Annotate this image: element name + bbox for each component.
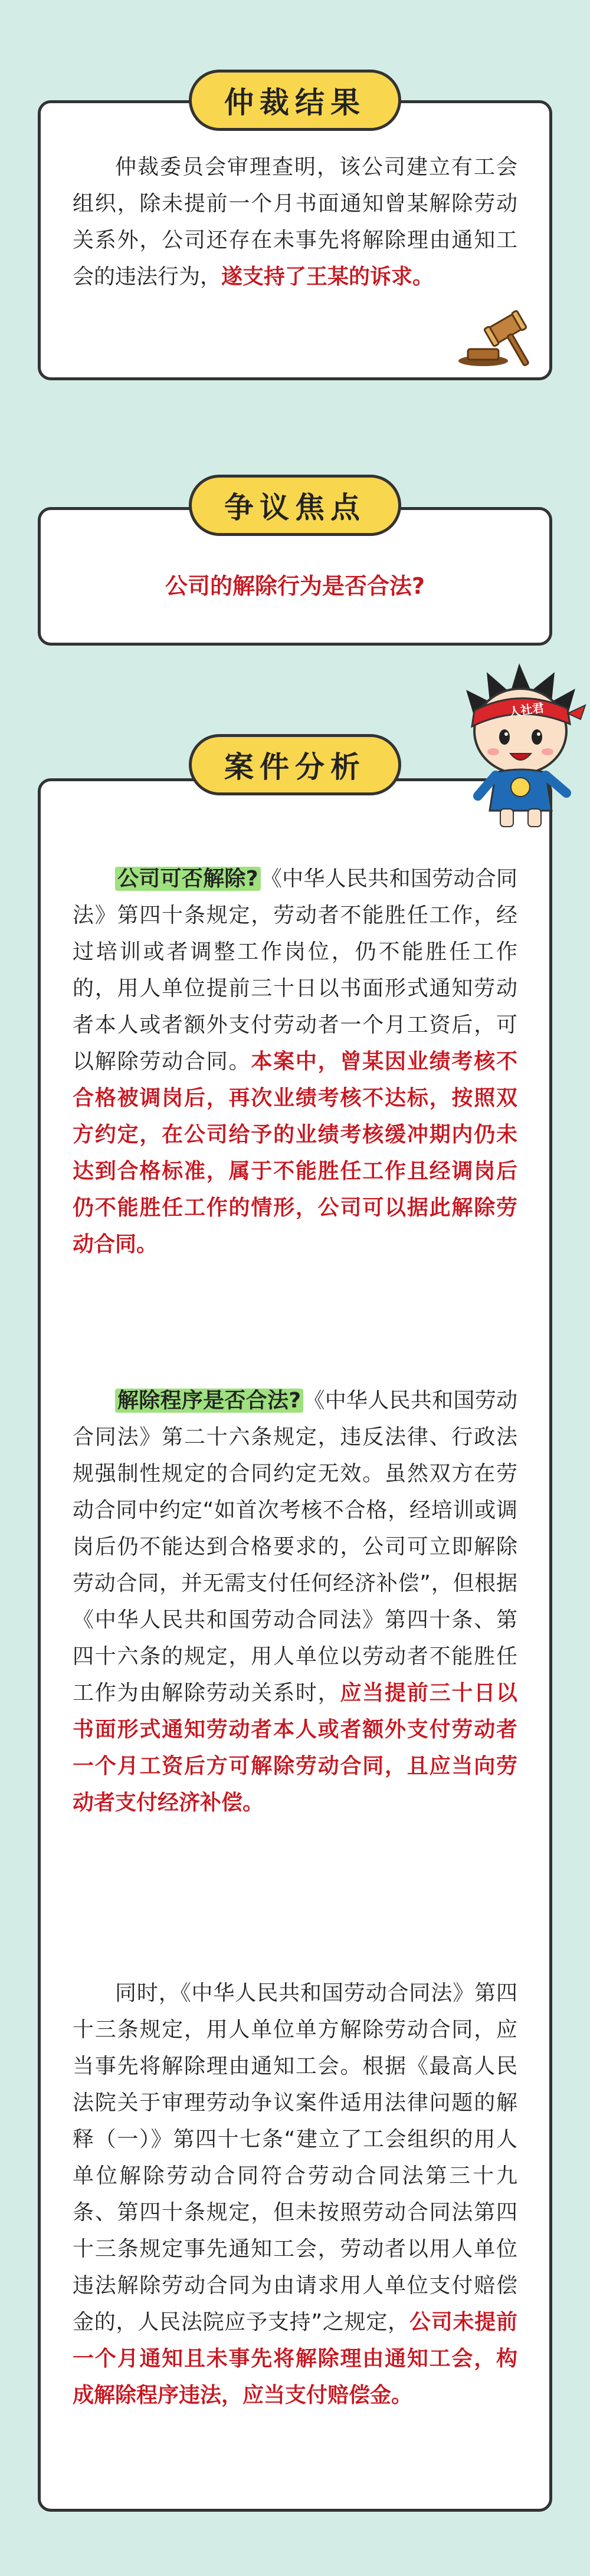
p1-highlight: 公司可否解除? xyxy=(115,867,261,891)
analysis-paragraph-2 xyxy=(73,1383,517,1821)
result-card xyxy=(38,100,552,380)
focus-title-tag xyxy=(189,475,401,536)
p2-text: 《中华人民共和国劳动合同法》第二十六条规定，违反法律、行政法规强制性规定的合同约定无效。虽然双方在劳动合同中约定“如首次考核不合格，经培训或调岗后仍不能达到合格要求的，公司可立即解除劳动合同，并无需支付任何经济补偿”，但根据《中华人民共和国劳动合同法》第四十条、第四十六条的规定，用人单位以劳动者不能胜任工作为由解除劳动关系时， xyxy=(73,1389,517,1705)
mascot-headband-label: 人社君 xyxy=(507,700,545,720)
mascot-illustration xyxy=(454,654,590,831)
mascot xyxy=(454,654,590,831)
result-title-tag xyxy=(189,70,401,131)
result-conclusion: 遂支持了王某的诉求。 xyxy=(221,265,434,289)
p2-red: 应当提前三十日以书面形式通知劳动者本人或者额外支付劳动者一个月工资后方可解除劳动合同，且应当向劳动者支付经济补偿。 xyxy=(73,1681,517,1815)
result-text: 仲裁委员会审理查明，该公司建立有工会组织，除未提前一个月书面通知曾某解除劳动关系外，公司还存在未事先将解除理由通知工会的违法行为， xyxy=(73,155,517,289)
analysis-paragraph-1 xyxy=(73,861,517,1263)
p1-red: 本案中，曾某因业绩考核不合格被调岗后，再次业绩考核不达标，按照双方约定，在公司给予的业绩考核缓冲期内仍未达到合格标准，属于不能胜任工作且经调岗后仍不能胜任工作的情形，公司可以据此解除劳动合同。 xyxy=(73,1050,517,1256)
p1-text: 《中华人民共和国劳动合同法》第四十条规定，劳动者不能胜任工作，经过培训或者调整工作岗位，仍不能胜任工作的，用人单位提前三十日以书面形式通知劳动者本人或者额外支付劳动者一个月工资后，可以解除劳动合同。 xyxy=(73,867,517,1074)
gavel-icon xyxy=(453,305,541,370)
analysis-title: 案件分析 xyxy=(224,750,366,784)
result-title: 仲裁结果 xyxy=(224,85,366,120)
analysis-title-tag xyxy=(189,734,401,795)
focus-title: 争议焦点 xyxy=(224,491,366,525)
p2-highlight: 解除程序是否合法? xyxy=(115,1389,303,1413)
p3-red: 公司未提前一个月通知且未事先将解除理由通知工会，构成解除程序违法，应当支付赔偿金。 xyxy=(73,2310,517,2407)
focus-question: 公司的解除行为是否合法? xyxy=(165,573,425,599)
result-paragraph xyxy=(73,149,517,295)
analysis-card xyxy=(38,778,552,2512)
analysis-paragraph-3 xyxy=(73,1975,517,2414)
p3-text: 同时，《中华人民共和国劳动合同法》第四十三条规定，用人单位单方解除劳动合同，应当事先将解除理由通知工会。根据《最高人民法院关于审理劳动争议案件适用法律问题的解释（一）》第四十七条“建立了工会组织的用人单位解除劳动合同符合劳动合同法第三十九条、第四十条规定，但未按照劳动合同法第四十三条规定事先通知工会，劳动者以用人单位违法解除劳动合同为由请求用人单位支付赔偿金的，人民法院应予支持”之规定， xyxy=(73,1981,517,2334)
